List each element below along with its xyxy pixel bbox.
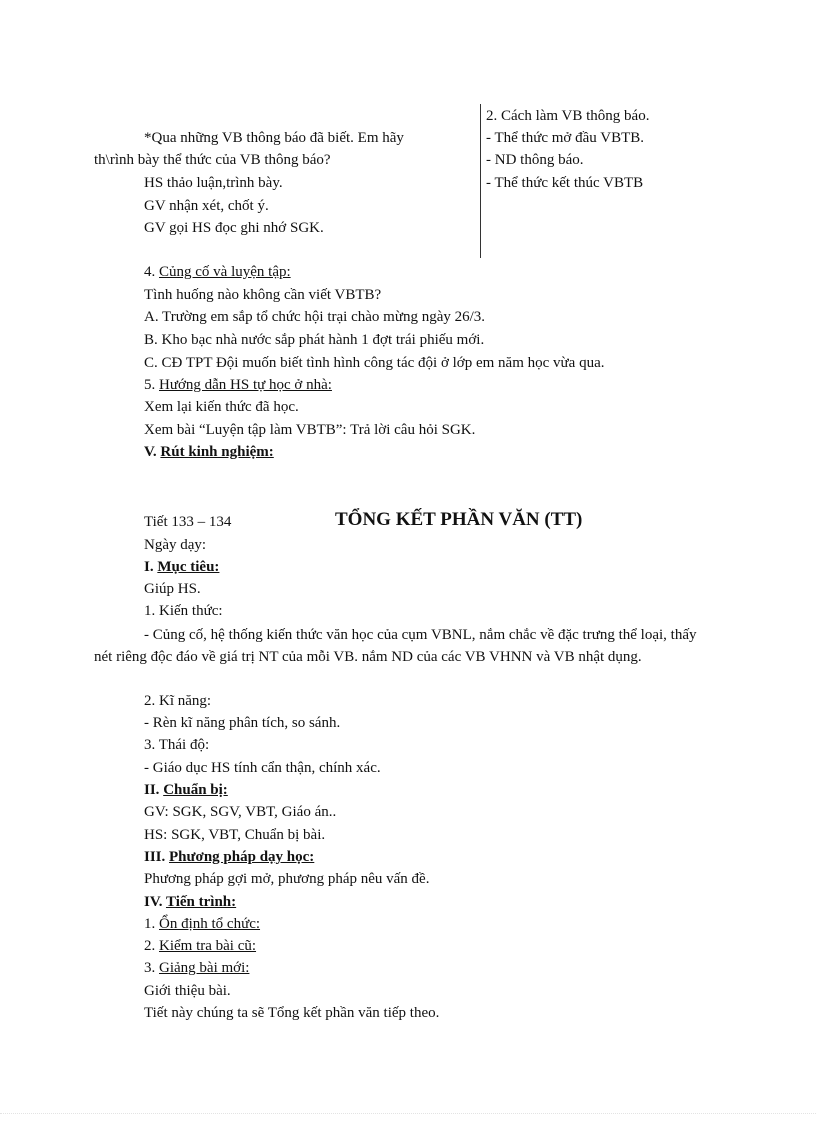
process-step-3-title: Giảng bài mới: xyxy=(159,960,250,976)
table-right-line-4: - Thể thức kết thúc VBTB xyxy=(486,175,644,191)
prep-heading xyxy=(144,780,228,800)
section-4-title: Củng cố và luyện tập: xyxy=(159,264,291,280)
process-heading xyxy=(144,892,236,912)
section-4-option-a: A. Trường em sắp tổ chức hội trại chào mừng ngày 26/3. xyxy=(144,309,486,325)
process-step-2-title: Kiểm tra bài cũ: xyxy=(159,938,257,954)
section-v-number: V. xyxy=(144,444,157,460)
method-heading xyxy=(144,847,314,867)
table-left-line-3: HS thảo luận,trình bày. xyxy=(144,175,283,191)
attitude-text: - Giáo dục HS tính cẩn thận, chính xác. xyxy=(144,760,381,776)
table-column-divider xyxy=(480,104,481,258)
section-4-heading xyxy=(144,262,291,282)
process-intro: Giới thiệu bài. xyxy=(144,983,231,999)
section-5-line-2: Xem bài “Luyện tập làm VBTB”: Trả lời câu hỏi SGK. xyxy=(144,422,476,438)
prep-title: Chuẩn bị: xyxy=(163,782,228,798)
objectives-number: I. xyxy=(144,559,154,575)
process-step-1 xyxy=(144,914,260,934)
table-left-line-2: th\rình bày thể thức của VB thông báo? xyxy=(94,152,331,168)
skills-heading: 2. Kĩ năng: xyxy=(144,693,212,709)
attitude-heading: 3. Thái độ: xyxy=(144,737,210,753)
lesson-title: TỔNG KẾT PHẦN VĂN (TT) xyxy=(335,509,583,530)
table-right-line-2: - Thể thức mở đầu VBTB. xyxy=(486,130,644,146)
page-bottom-divider xyxy=(0,1113,816,1114)
method-text: Phương pháp gợi mở, phương pháp nêu vấn đề. xyxy=(144,871,430,887)
prep-gv: GV: SGK, SGV, VBT, Giáo án.. xyxy=(144,804,337,820)
lesson-period: Tiết 133 – 134 xyxy=(144,514,232,530)
objectives-help: Giúp HS. xyxy=(144,581,201,597)
lesson-date: Ngày dạy: xyxy=(144,537,207,553)
objectives-heading xyxy=(144,557,219,577)
section-v-title: Rút kinh nghiệm: xyxy=(160,444,274,460)
section-v-heading xyxy=(144,442,274,462)
section-5-number: 5. xyxy=(144,377,156,393)
section-4-option-c: C. CĐ TPT Đội muốn biết tình hình công tác đội ở lớp em năm học vừa qua. xyxy=(144,355,605,371)
process-step-3-number: 3. xyxy=(144,960,156,976)
process-step-2-number: 2. xyxy=(144,938,156,954)
table-right-line-1: 2. Cách làm VB thông báo. xyxy=(486,108,650,124)
process-title: Tiến trình: xyxy=(165,894,237,910)
skills-text: - Rèn kĩ năng phân tích, so sánh. xyxy=(144,715,341,731)
table-left-line-5: GV gọi HS đọc ghi nhớ SGK. xyxy=(144,220,324,236)
section-4-question: Tình huống nào không cần viết VBTB? xyxy=(144,287,382,303)
method-number: III. xyxy=(144,849,166,865)
process-intro-2: Tiết này chúng ta sẽ Tổng kết phần văn tiếp theo. xyxy=(144,1005,440,1021)
process-number: IV. xyxy=(144,894,163,910)
table-left-line-1: *Qua những VB thông báo đã biết. Em hãy xyxy=(144,130,404,146)
method-title: Phương pháp dạy học: xyxy=(169,849,315,865)
section-4-number: 4. xyxy=(144,264,156,280)
process-step-3 xyxy=(144,958,249,978)
table-left-line-4: GV nhận xét, chốt ý. xyxy=(144,198,269,214)
knowledge-heading: 1. Kiến thức: xyxy=(144,603,223,619)
process-step-1-title: Ổn định tổ chức: xyxy=(159,916,261,932)
prep-hs: HS: SGK, VBT, Chuẩn bị bài. xyxy=(144,827,326,843)
section-5-title: Hướng dẫn HS tự học ở nhà: xyxy=(159,377,332,393)
process-step-1-number: 1. xyxy=(144,916,156,932)
knowledge-text: - Củng cố, hệ thống kiến thức văn học của cụm VBNL, nắm chắc về đặc trưng thể loại, thấy nét riêng độc đáo về giá trị NT của mỗi VB. nắm ND của các VB VHNN và VB nhật dụng. xyxy=(94,627,697,665)
prep-number: II. xyxy=(144,782,160,798)
table-right-line-3: - ND thông báo. xyxy=(486,152,584,168)
objectives-title: Mục tiêu: xyxy=(157,559,220,575)
section-4-option-b: B. Kho bạc nhà nước sắp phát hành 1 đợt trái phiếu mới. xyxy=(144,332,485,348)
section-5-heading xyxy=(144,375,332,395)
section-5-line-1: Xem lại kiến thức đã học. xyxy=(144,399,299,415)
process-step-2 xyxy=(144,936,256,956)
